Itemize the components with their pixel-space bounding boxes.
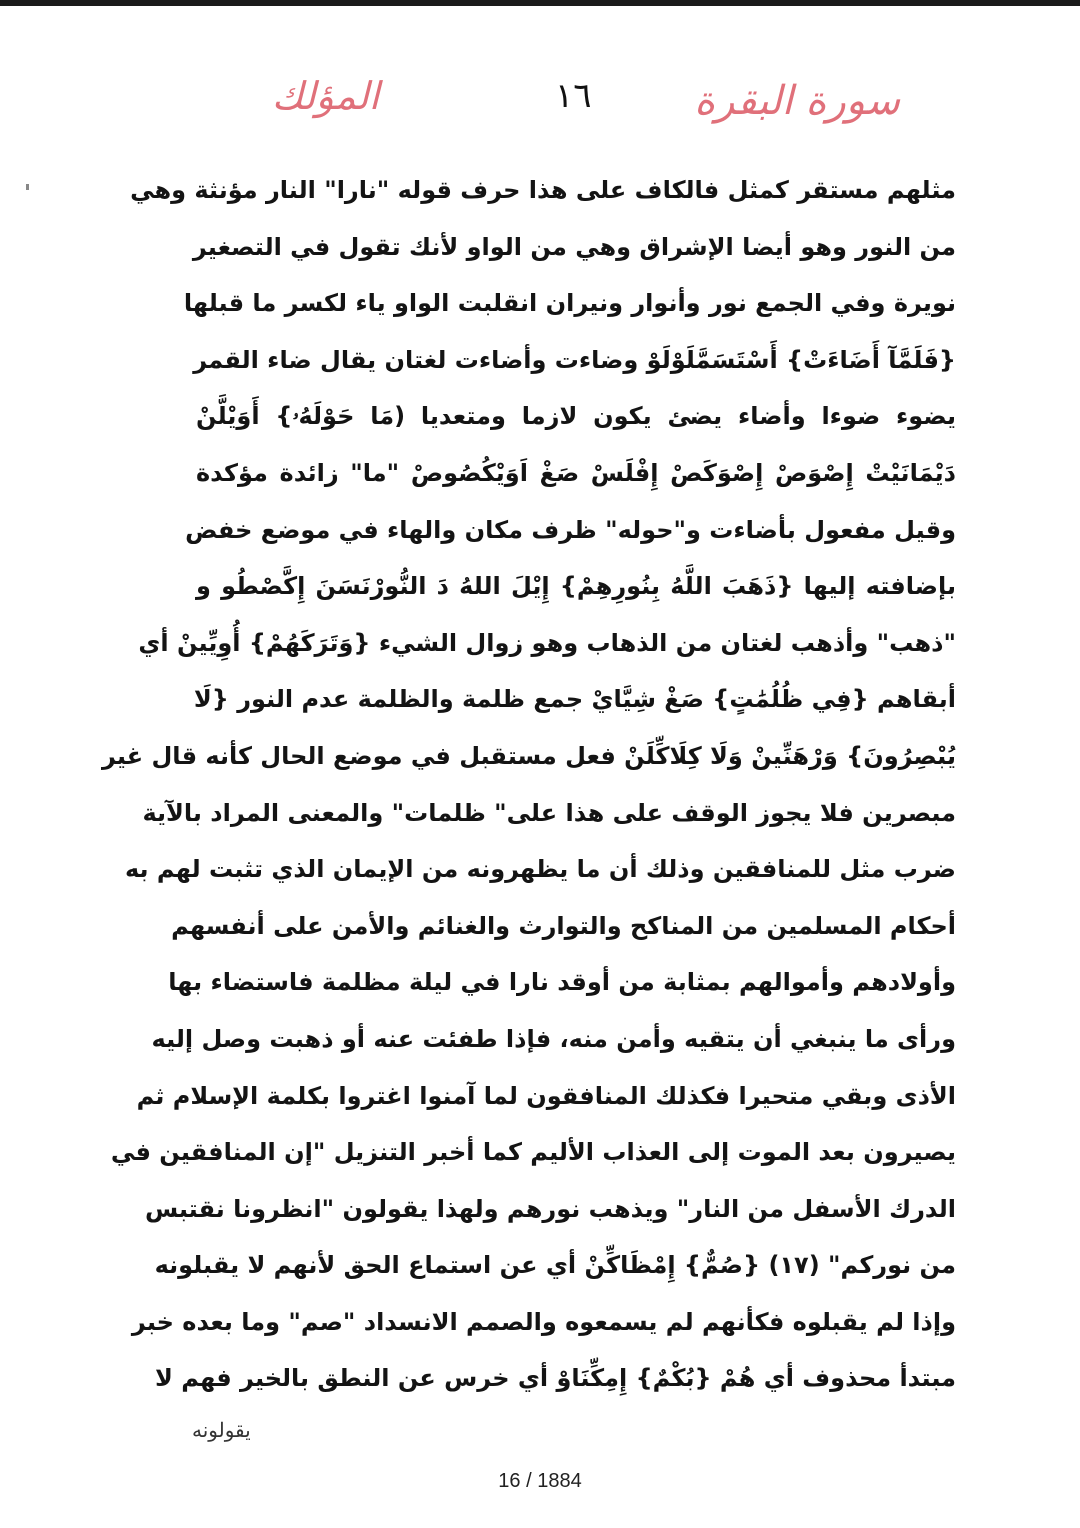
- body-text: [102, 162, 956, 1407]
- text-line: وأولادهم وأموالهم بمثابة من أوقد نارا في ليلة مظلمة فاستضاء بها: [168, 968, 956, 997]
- text-line: دَيْمَانَيْتْ إِصْوَصْ إِصْوَكَصْ إِفْلَسْ صَغْ اَوَيْكُصُوصْ "ما" زائدة مؤكدة: [196, 458, 956, 487]
- text-line: من نوركم" (١٧) {صُمٌّ} إِمْظَاكِّنْ أي عن استماع الحق لأنهم لا يقبلونه: [154, 1251, 956, 1280]
- margin-note-handwritten: المؤلك: [272, 74, 380, 118]
- text-line: أبقاهم {فِي ظُلُمَٰتٍ} صَغْ شِيَّايْ جمع ظلمة والظلمة عدم النور {لَا: [193, 685, 956, 714]
- surah-title-handwritten: سورة البقرة: [694, 78, 900, 124]
- text-line: يُبْصِرُونَ} وَرْهَنِّينْ وَلَا كِلَاكِّلَنْ فعل مستقبل في موضع الحال كأنه قال غير: [102, 741, 956, 770]
- text-line: أحكام المسلمين من المناكح والتوارث والغنائم والأمن على أنفسهم: [171, 911, 956, 940]
- page-counter: 16 / 1884: [498, 1470, 582, 1492]
- scan-top-edge: [0, 0, 1080, 6]
- text-line: بإضافته إليها {ذَهَبَ اللَّهُ بِنُورِهِمْ} إِيْلَ اللهُ دَ النُّورْنَسَنَ إِكَّصْطُو و: [196, 572, 956, 601]
- text-line: ضرب مثل للمنافقين وذلك أن ما يظهرونه من الإيمان الذي تثبت لهم به: [125, 855, 956, 884]
- text-line: وقيل مفعول بأضاءت و"حوله" ظرف مكان والهاء في موضع خفض: [185, 515, 956, 544]
- text-line: يضوء ضوءا وأضاء يضئ يكون لازما ومتعديا (مَا حَوْلَهُۥ} أَوَيْلَّنْ: [196, 402, 956, 431]
- text-line: وإذا لم يقبلوه فكأنهم لم يسمعوه والصمم الانسداد "صم" وما بعده خبر: [131, 1307, 956, 1336]
- text-line: من النور وهو أيضا الإشراق وهي من الواو لأنك تقول في التصغير: [192, 232, 956, 261]
- text-line: الأذى وبقي متحيرا فكذلك المنافقون لما آمنوا اغتروا بكلمة الإسلام ثم: [136, 1081, 956, 1110]
- catchword-handwritten: يقولونه: [192, 1418, 251, 1442]
- text-line: {فَلَمَّآ أَضَاءَتْ} أَسْتَسَمَّلَوْلَوْ وضاءت وأضاءت لغتان يقال ضاء القمر: [193, 345, 956, 374]
- page-number-arabic: ١٦: [555, 76, 592, 116]
- text-line: مثلهم مستقر كمثل فالكاف على هذا حرف قوله "نارا" النار مؤنثة وهي: [130, 176, 956, 204]
- text-line: نويرة وفي الجمع نور وأنوار ونيران انقلبت الواو ياء لكسر ما قبلها: [183, 289, 956, 318]
- text-line: مبصرين فلا يجوز الوقف على هذا على" ظلمات" والمعنى المراد بالآية: [142, 798, 956, 827]
- scan-speck: [26, 184, 29, 190]
- text-line: الدرك الأسفل من النار" ويذهب نورهم ولهذا يقولون "انظرونا نقتبس: [144, 1194, 956, 1223]
- text-line: "ذهب" وأذهب لغتان من الذهاب وهو زوال الشيء {وَتَرَكَهُمْ} أُوِيِّينْ أي: [138, 628, 956, 657]
- text-line: يصيرون بعد الموت إلى العذاب الأليم كما أخبر التنزيل "إن المنافقين في: [110, 1138, 956, 1167]
- text-line: مبتدأ محذوف أي هُمْ {بُكْمٌ} إِمِكِّنَاوْ أي خرس عن النطق بالخير فهم لا: [155, 1364, 956, 1393]
- text-line: ورأى ما ينبغي أن يتقيه وأمن منه، فإذا طفئت عنه أو ذهبت وصل إليه: [151, 1024, 956, 1053]
